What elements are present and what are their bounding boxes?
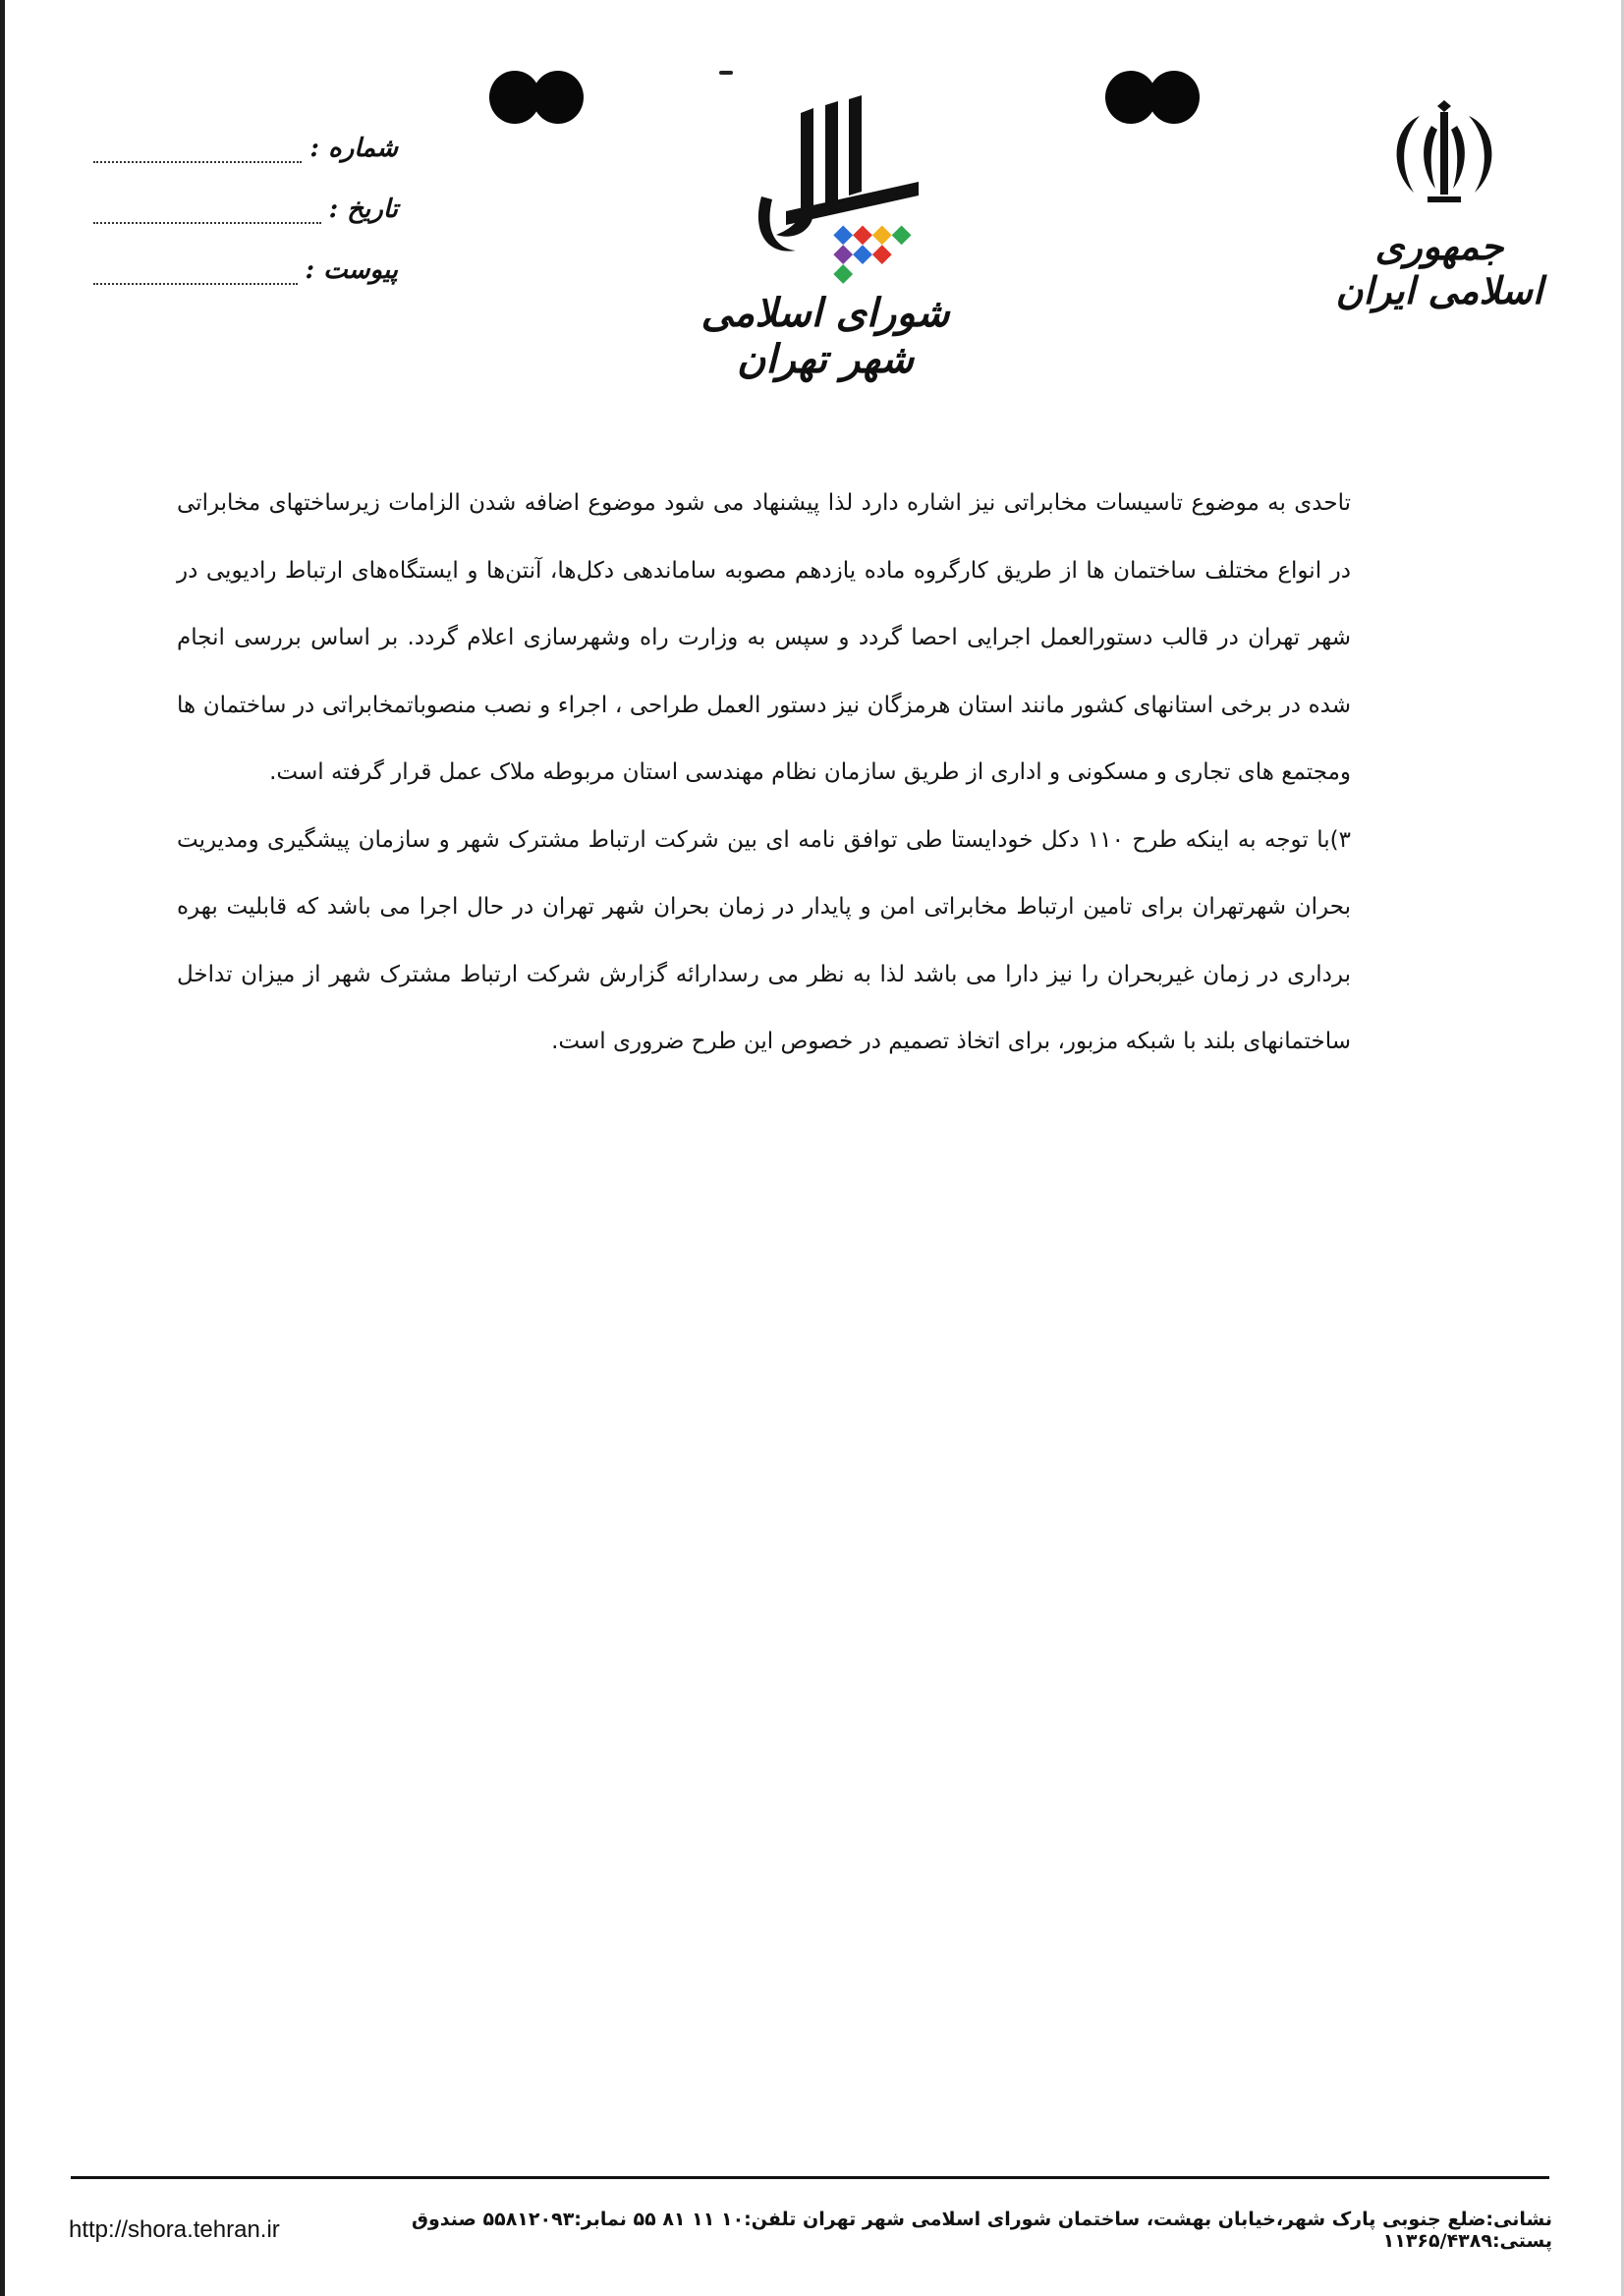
- punch-holes-right: [1105, 71, 1202, 124]
- letter-body: [177, 470, 1351, 1076]
- body-paragraph-1: تاحدی به موضوع تاسیسات مخابراتی نیز اشاره دارد لذا پیشنهاد می شود موضوع اضافه شدن الزامات زیرساختهای مخابراتی در انواع مختلف ساختمان ها از طریق کارگروه ماده یازدهم مصوبه ساماندهی دکل‌ها، آنتن‌ها و ایستگاه‌های ارتباط رادیویی در شهر تهران در قالب دستورالعمل اجرایی احصا گردد و سپس به وزارت راه وشهرسازی اعلام گردد. بر اساس بررسی انجام شده در برخی استانهای کشور مانند استان هرمزگان نیز دستور العمل طراحی ، اجراء و نصب منصوباتمخابراتی در ساختمان ها ومجتمع های تجاری و مسکونی و اداری از طریق سازمان نظام مهندسی استان مربوطه ملاک عمل قرار گرفته است.: [177, 490, 1351, 785]
- number-label: شماره :: [309, 134, 398, 163]
- punch-hole: [1148, 71, 1200, 124]
- footer-divider: [71, 2176, 1549, 2179]
- attachment-field: [93, 246, 398, 285]
- punch-holes-left: [489, 71, 586, 124]
- contact-address: نشانی:ضلع جنوبی پارک شهر،خیابان بهشت، ساختمان شورای اسلامی شهر تهران تلفن:۱۰ ۱۱ ۸۱ ۵۵ نمابر:۵۵۸۱۲۰۹۳ صندوق پستی:۱۱۳۶۵/۴۳۸۹: [412, 2209, 1552, 2252]
- date-field: [93, 185, 398, 224]
- date-label: تاریخ :: [328, 195, 398, 224]
- number-dotted-line: [93, 140, 302, 163]
- website-url: http://shora.tehran.ir: [69, 2216, 280, 2243]
- iran-emblem-icon: [1380, 98, 1508, 211]
- footer: [69, 2211, 1552, 2250]
- scan-edge-left: [0, 0, 5, 2296]
- date-dotted-line: [93, 200, 321, 224]
- attachment-label: پیوست :: [305, 255, 398, 285]
- tehran-city-council-logo-icon: [747, 93, 933, 290]
- scan-speck: [719, 71, 733, 75]
- punch-hole: [532, 71, 584, 124]
- body-paragraph-2: ۳)با توجه به اینکه طرح ۱۱۰ دکل خودایستا طی توافق نامه ای بین شرکت ارتباط مشترک شهر و سازمان پیشگیری ومدیریت بحران شهرتهران برای تامین ارتباط مخابراتی امن و پایدار در زمان بحران شهر تهران در حال اجرا می باشد که قابلیت بهره برداری در زمان غیربحران را نیز دارا می باشد لذا به نظر می رسدارائه گزارش شرکت ارتباط مشترک شهر از میزان تداخل ساختمانهای بلند با شبکه مزبور، برای اتخاذ تصمیم در خصوص این طرح ضروری است.: [177, 826, 1351, 1054]
- attachment-dotted-line: [93, 261, 298, 285]
- number-field: [93, 124, 398, 163]
- council-name: شورای اسلامی شهر تهران: [700, 290, 950, 382]
- country-name: جمهوری اسلامی ایران: [1335, 224, 1543, 312]
